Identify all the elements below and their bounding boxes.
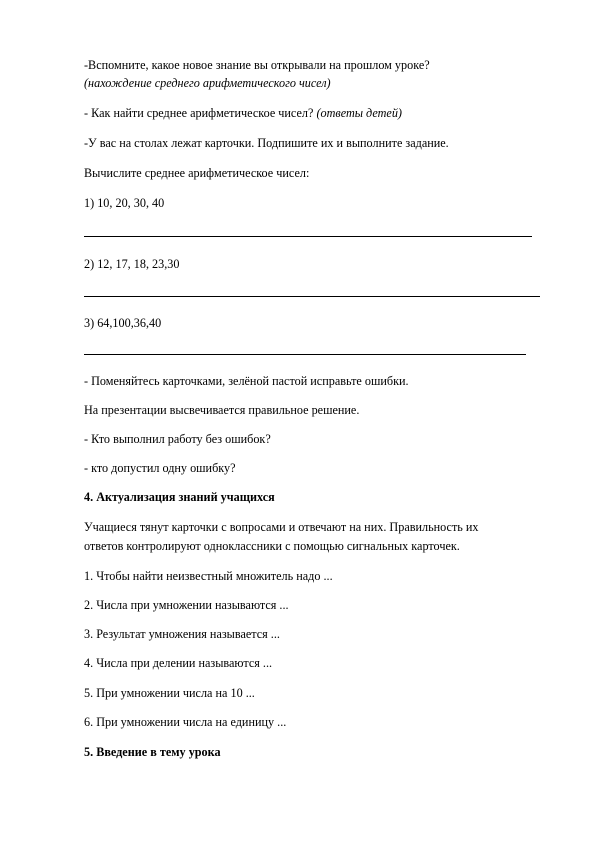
question-item-3: 3. Результат умножения называется ... [84,627,280,641]
one-error-question: - кто допустил одну ошибку? [84,461,236,475]
task-item-1: 1) 10, 20, 30, 40 [84,196,165,210]
cards-instruction: -У вас на столах лежат карточки. Подпишите их и выполните задание. [84,136,449,150]
how-find-answer: (ответы детей) [316,106,402,120]
task-title: Вычислите среднее арифметическое чисел: [84,166,310,180]
no-errors-question: - Кто выполнил работу без ошибок? [84,432,271,446]
question-item-4: 4. Числа при делении называются ... [84,656,273,670]
task-item-2: 2) 12, 17, 18, 23,30 [84,257,180,271]
recall-answer: (нахождение среднего арифметического чисел) [84,76,331,90]
how-find-line [84,106,402,121]
section-5-heading: 5. Введение в тему урока [84,745,221,759]
answer-line-3 [84,354,526,355]
answer-line-1 [84,236,532,237]
task-item-3: 3) 64,100,36,40 [84,316,162,330]
question-item-2: 2. Числа при умножении называются ... [84,598,289,612]
presentation-note: На презентации высвечивается правильное решение. [84,403,360,417]
answer-line-2 [84,296,540,297]
question-item-1: 1. Чтобы найти неизвестный множитель надо ... [84,569,333,583]
question-item-5: 5. При умножении числа на 10 ... [84,686,255,700]
section-4-paragraph-line-1: Учащиеся тянут карточки с вопросами и отвечают на них. Правильность их [84,520,479,534]
question-item-6: 6. При умножении числа на единицу ... [84,715,287,729]
section-4-heading: 4. Актуализация знаний учащихся [84,490,275,504]
recall-question: -Вспомните, какое новое знание вы открывали на прошлом уроке? [84,58,430,72]
swap-instruction: - Поменяйтесь карточками, зелёной пастой исправьте ошибки. [84,374,409,388]
how-find-question: - Как найти среднее арифметическое чисел? [84,106,314,120]
section-4-paragraph-line-2: ответов контролируют одноклассники с помощью сигнальных карточек. [84,539,460,553]
